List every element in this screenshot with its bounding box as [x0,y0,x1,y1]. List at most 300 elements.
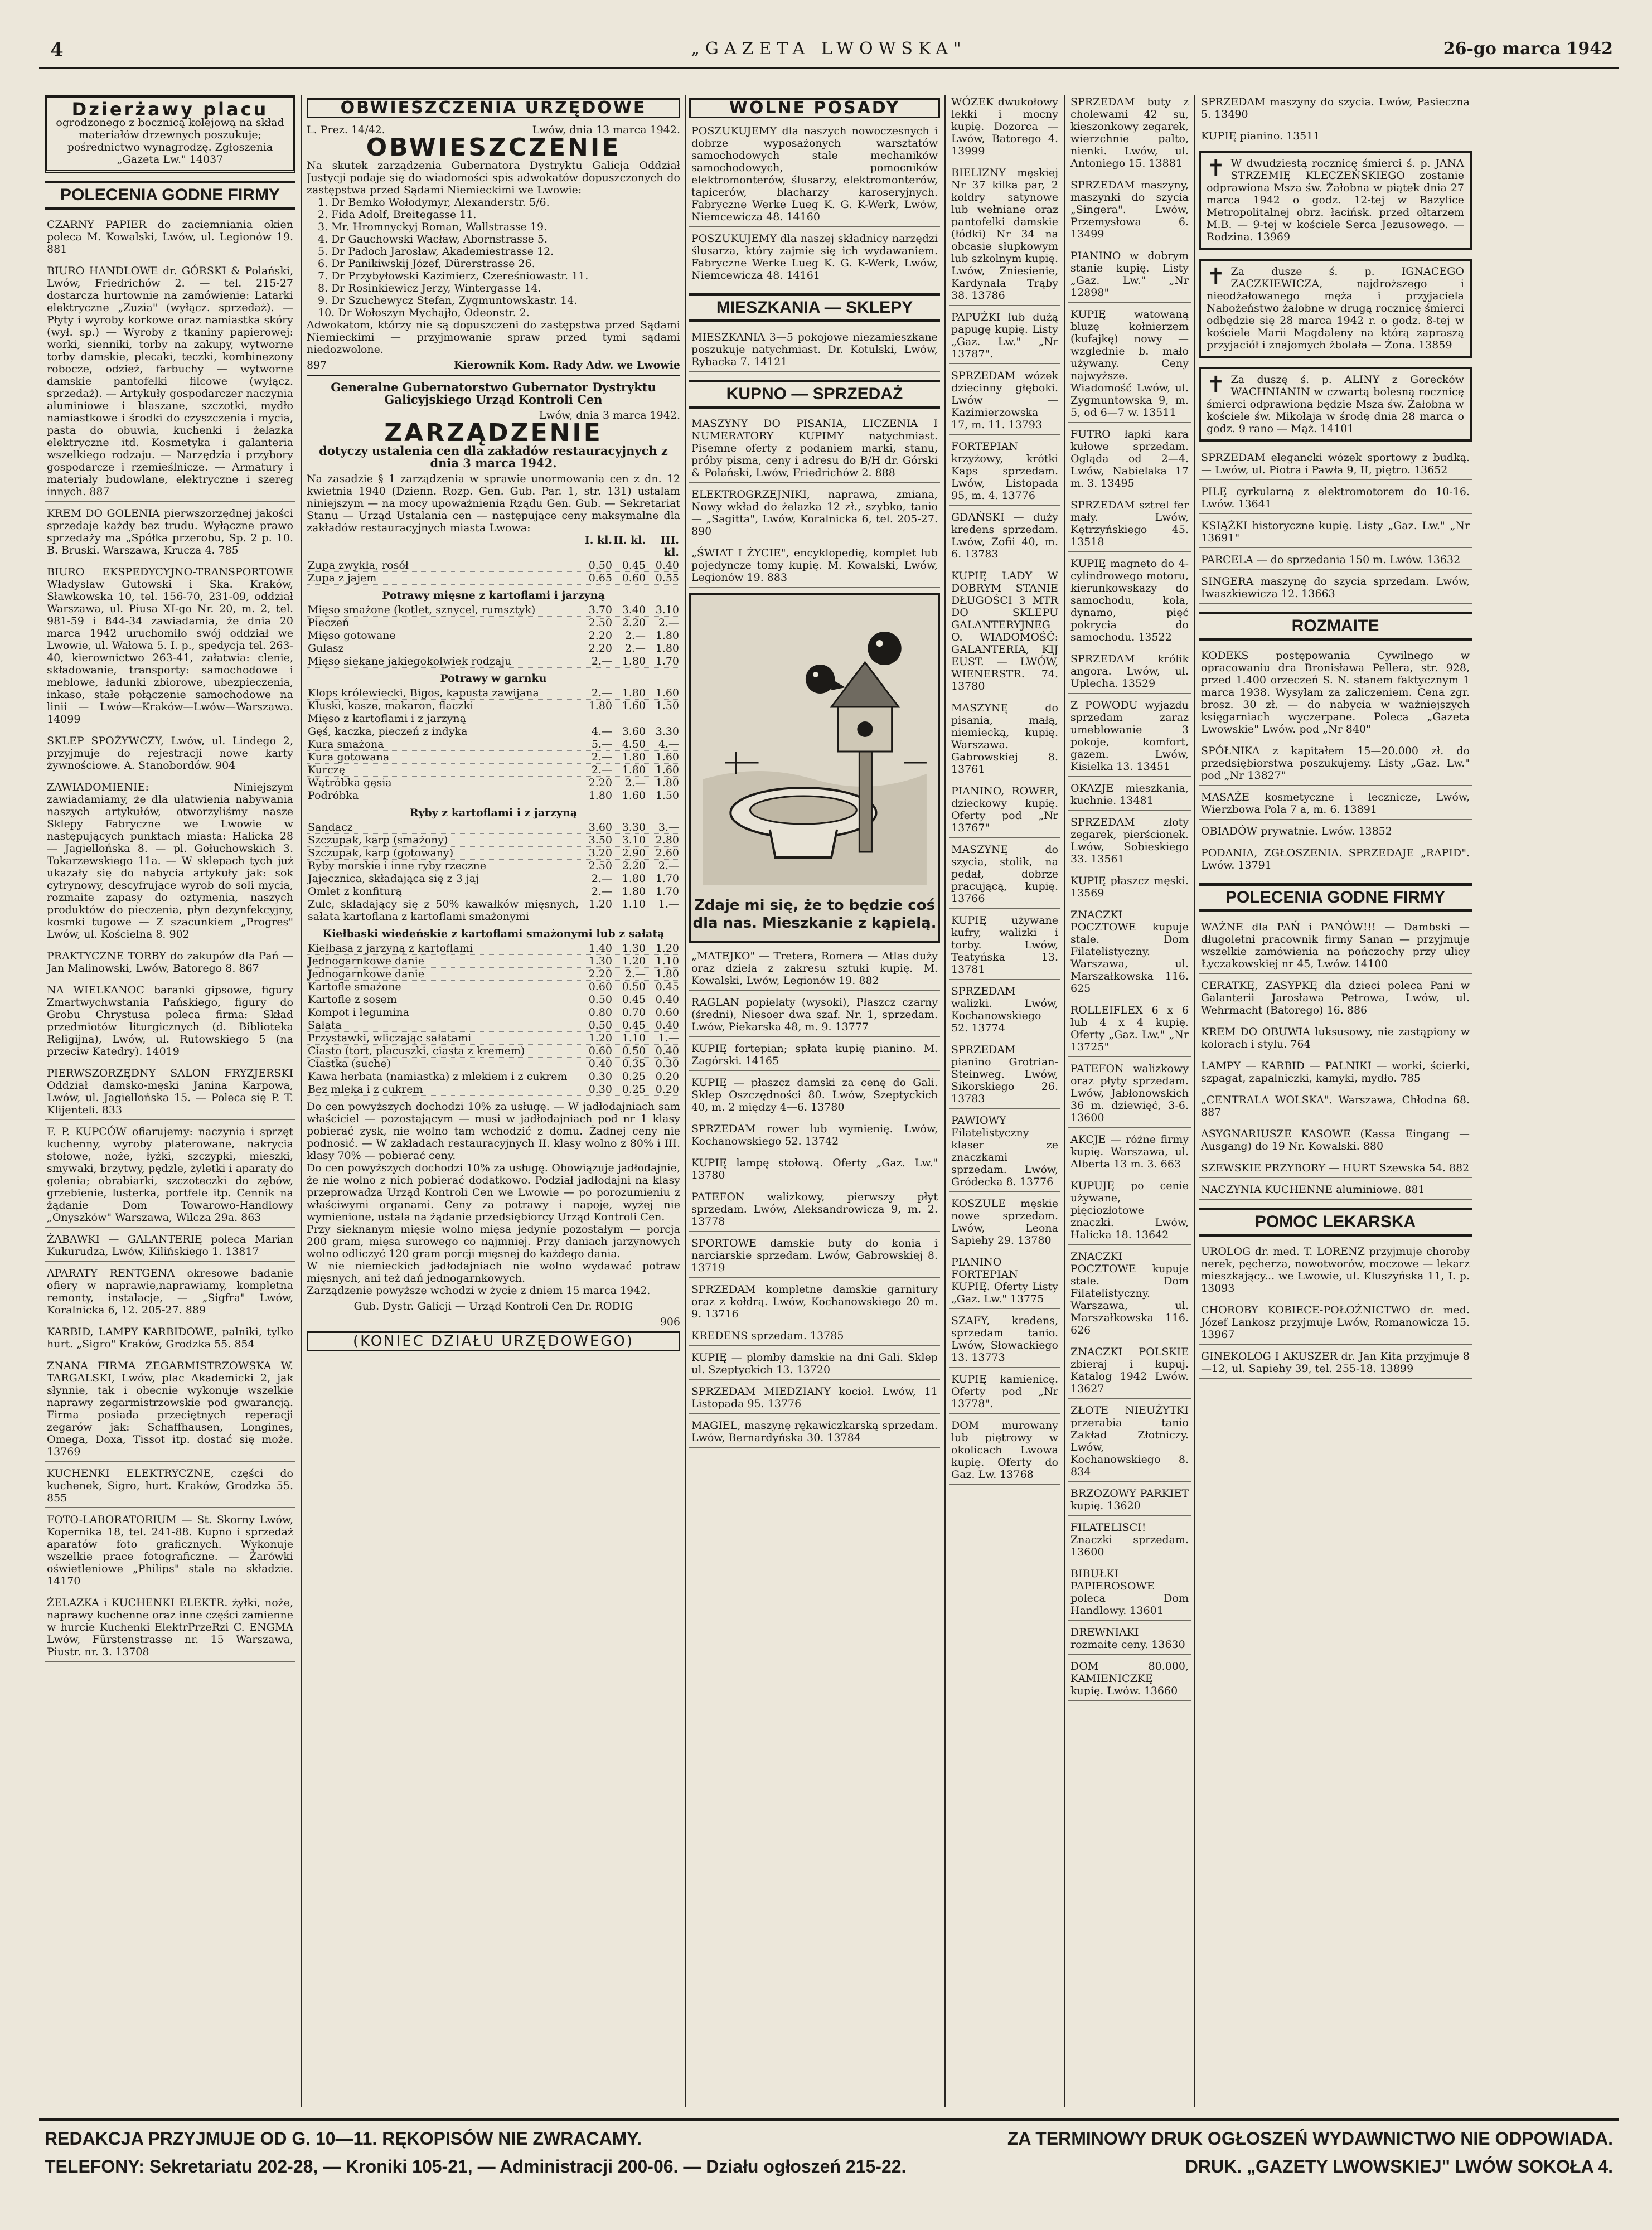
price-row [307,642,680,655]
classified-ad: CZARNY PAPIER do zaciemniania okien poleca M. Kowalski, Lwów, ul. Legionów 19. 881 [45,217,295,259]
classified-ad: BIURO EKSPEDYCYJNO-TRANSPORTOWE Władysław Gutowski i Ska. Kraków, Sławkowska 10, tel. 156-70, 231-09, oddział Warszawa, ul. Piusa XI-go Nr. 20, m. 2, tel. 981-59 i 844-34 zawiadamia, że dnia 20 marca 1942 uruchomiło swój oddział we Lwowie, ul. Wałowa 5. I. p., spedycja tel. 263-40, kierownictwo 263-41, załatwia: clenie, składowanie, transporty: samochodowe i meblowe, ładunki zbiorowe, ubezpieczenia, inkaso, stałe połączenie samochodowe na linii — Lwów—Kraków—Lwów—Warszawa. 14099 [45,565,295,729]
classified-ad: DREWNIAKI rozmaite ceny. 13630 [1068,1625,1191,1655]
classified-ad: ELEKTROGRZEJNIKI, naprawa, zmiana, Nowy wkład do żelazka 12 zł., szybko, tanio — „Sagitta", Lwów, Koralnicka 6, tel. 205-27. 890 [689,487,940,541]
classified-ad: MASZYNĘ do szycia, stolik, na pedał, dobrze pracującą, kupię. 13766 [949,842,1060,909]
dish-name: Wątróbka gęsia [308,777,392,789]
price-class-2: 1.10 [622,898,646,910]
price-row [307,1070,680,1083]
price-row [307,687,680,700]
dish-name: Omlet z konfiturą [308,885,402,898]
classified-ad: ROLLEIFLEX 6 x 6 lub 4 x 4 kupię. Oferty „Gaz. Lw." „Nr 13725" [1068,1003,1191,1057]
dish-name: Kurczę [308,764,345,776]
price-class-1: 1.30 [588,955,612,967]
classified-ad: F. P. KUPCÓW ofiarujemy: naczynia i sprzęt kuchenny, wyroby platerowane, nakrycia stołowe, noże, łyżki, szczypki, mieszki, smywaki, brzytwy, pędzle, żyletki i aparaty do golenia; obrabiarki, szczoteczki do zębów, grzebienie, lusterka, portfele itp. Cennik na żądanie Dom Towarowo-Handlowy „Onyszków" Warszawa, Wilcza 29a. 863 [45,1124,295,1228]
classified-ad: KUPIĘ watowaną bluzę kołnierzem (kufajkę) nowy — wzglednie b. mało używany. Ceny najwyższe. Wiadomość Lwów, ul. Zygmuntowska 9, m. 5, od 6—7 w. 13511 [1068,307,1191,423]
dish-name: Klops królewiecki, Bigos, kapusta zawijana [308,687,539,699]
classified-ad: KUCHENKI ELEKTRYCZNE, części do kuchenek, Sigro, hurt. Kraków, Grodzka 55. 855 [45,1466,295,1508]
price-class-1: 2.20 [588,777,612,789]
price-row [307,629,680,642]
medical-list [1199,1244,1472,1379]
page-footer [39,2118,1619,2216]
price-group-heading: Potrawy w garnku [440,672,547,685]
price-class-2: 1.80 [622,872,646,885]
dish-name: Przystawki, wliczając sałatami [308,1032,472,1044]
classified-list [45,217,295,1662]
classified-ad: PATEFON walizkowy oraz płyty sprzedam. Lwów, Jabłonowskich 36 m. dziewięć, 3-6. 13600 [1068,1061,1191,1128]
classified-ad: MASZYNĘ do pisania, małą, niemiecką, kupię. Warszawa. Gabrowskiej 8. 13761 [949,701,1060,779]
classified-ad: KUPIĘ magneto do 4-cylindrowego motoru, kierunkowskazy do samochodu, koła, dynamo, pięć pokrycia do samochodu. 13522 [1068,556,1191,647]
classified-ad: ZNANA FIRMA ZEGARMISTRZOWSKA W. TARGALSKI, Lwów, plac Akademicki 2, jak słynnie, tak i obecnie wykonuje wszelkie naprawy zegarmistrzowskie pod gwarancją. Firma posiada przeciętnych reperacji zegarów jak: Schaffhausen, Longines, Omega, Doxa, Tissot itp. dostać się może. 13769 [45,1359,295,1462]
classified-ad: CHOROBY KOBIECE-POŁOŻNICTWO dr. med. Józef Lankosz przyjmuje Lwów, Romanowicza 15. 13967 [1199,1303,1472,1345]
price-class-1: 0.65 [588,572,612,584]
price-row [307,1006,680,1019]
column-divider [1064,95,1065,2107]
lawyer-list [307,196,680,319]
obituary-text: Za duszę ś. p. ALINY z Gorecków WACHNIANIN w czwartą bolesną rocznicę śmierci odprawiona będzie Msza św. Żałobna w kościele św. Mikołaja w środę dnia 28 marca o godz. 9 rano — Mąż. 14101 [1207,374,1464,435]
classified-ad: GINEKOLOG I AKUSZER dr. Jan Kita przyjmuje 8—12, ul. Sapiehy 39, tel. 255-18. 13899 [1199,1349,1472,1379]
classified-ad: SINGERA maszynę do szycia sprzedam. Lwów, Iwaszkiewicza 12. 13663 [1199,574,1472,604]
price-table [307,559,680,1096]
price-row [307,993,680,1006]
classified-ad: FUTRO łapki kara kułowe sprzedam. Ogląda od 2—4. Lwów, Nabielaka 17 m. 3. 13495 [1068,427,1191,493]
price-row [307,604,680,617]
price-class-2: 0.60 [622,572,646,584]
classified-ad: POSZUKUJEMY dla naszych nowoczesnych i dobrze wyposażonych warsztatów samochodowych stale mechaników samochodowych, pomocników elektromonterów, ślusarzy, elektromonterów, tapicerów, blacharzy karoseryjnych. Fabryczne Werke Lueg K. G. K-Werk, Lwów, Niemcewicza 48. 14160 [689,124,940,227]
lawyer-entry: 9. Dr Szuchewycz Stefan, Zygmuntowskastr. 14. [318,294,578,307]
price-row [307,764,680,777]
lawyer-entry: 6. Dr Panikiwskij Józef, Dürerstrasse 26. [318,258,535,270]
column-divider [685,95,686,2107]
decree-subtitle: dotyczy ustalenia cen dla zakładów restauracyjnych z dnia 3 marca 1942. [319,444,668,470]
classified-ad: LAMPY — KARBID — PALNIKI — worki, ścierki, szpagat, zapalniczki, kamyki, mydło. 785 [1199,1059,1472,1088]
classified-ad: MASZYNY DO PISANIA, LICZENIA I NUMERATORY KUPIMY natychmiast. Pisemne oferty z podaniem marki, stanu, próby pisma, ceny i adresu do B/H dr. Górski & Polański, Lwów, Friedrichów 2. 888 [689,416,940,483]
illustration-birds-bath [689,593,940,943]
price-class-3: 4.— [658,738,679,750]
dish-name: Gulasz [308,642,344,655]
classified-ad: RAGLAN popielaty (wysoki), Płaszcz czarny (średni), Niesoer dwa szaf. Nr. 1, sprzedam. Lwów, Piekarska 48, m. 9. 13777 [689,995,940,1037]
classified-ad: MAGIEL, maszynę rękawiczkarską sprzedam. Lwów, Bernardyńska 30. 13784 [689,1418,940,1448]
price-class-2: 0.50 [622,1045,646,1057]
housing-list [689,330,940,372]
cross-icon: ✝ [1207,264,1225,289]
price-class-1: 0.60 [588,981,612,993]
dish-name: Kura smażona [308,738,384,750]
classified-ad: SPRZEDAM MIEDZIANY kocioł. Lwów, 11 Listopada 95. 13776 [689,1384,940,1414]
classified-ad: PIANINO FORTEPIAN KUPIĘ. Oferty Listy „Gaz. Lw." 13775 [949,1255,1060,1309]
decree-paragraph: Do cen powyższych dochodzi 10% za usługę. — W jadłodajniach sam właściciel — pozostającym — musi w jadłodajniach pod nr 1 klasy pobierać zysk, nie wolno tam wchodzić z domu. Żadnej ceny nie podnosić. — W zakładach restauracyjnych II. klasy wolno z 80% i III. klasy 70% — pobierać ceny. [307,1101,680,1162]
classified-ad: FOTO-LABORATORIUM — St. Skorny Lwów, Kopernika 18, tel. 241-88. Kupno i sprzedaż aparatów foto graficznych. Wykonuje wszelkie prace fotograficzne. — Żarówki oświetleniowe „Philips" stale na składzie. 14170 [45,1512,295,1591]
decree-authority: Generalne Gubernatorstwo Gubernator Dystryktu Galicyjskiego Urząd Kontroli Cen [331,380,656,406]
price-class-1: 2.20 [588,629,612,642]
price-class-3: 1.70 [655,872,679,885]
price-class-1: 2.— [591,687,612,699]
classified-ad: SPÓŁNIKA z kapitałem 15—20.000 zł. do przedsiębiorstwa poszukujemy. Listy „Gaz. Lw." pod „Nr 13827" [1199,744,1472,786]
price-class-3: 1.80 [655,777,679,789]
classified-ad: PRAKTYCZNE TORBY do zakupów dla Pań — Jan Malinowski, Lwów, Batorego 8. 867 [45,949,295,978]
dish-name: Jednogarnkowe danie [308,955,425,967]
price-class-3: 1.50 [655,789,679,802]
price-class-2: 2.— [624,629,646,642]
dish-name: Kartofle z sosem [308,993,397,1006]
lawyer-entry: 5. Dr Padoch Jarosław, Akademiestrasse 12. [318,245,554,258]
classified-ad: PODANIA, ZGŁOSZENIA. SPRZEDAJE „RAPID". Lwów. 13791 [1199,846,1472,875]
price-row [307,1032,680,1045]
price-class-1: 3.20 [588,847,612,859]
price-class-3: 1.— [658,898,679,910]
classified-ad: ASYGNARIUSZE KASOWE (Kassa Eingang — Ausgang) do 19 Nr. Kowalski. 880 [1199,1127,1472,1156]
classified-ad: OKAZJE mieszkania, kuchnie. 13481 [1068,781,1191,811]
price-class-1: 2.50 [588,860,612,872]
dish-name: Kiełbasa z jarzyną z kartoflami [308,942,473,954]
price-class-1: 3.70 [588,604,612,616]
price-class-3: 1.50 [655,700,679,712]
column-divider [944,95,946,2107]
section-heading-housing: MIESZKANIA — SKLEPY [689,293,940,322]
price-class-1: 0.50 [588,1019,612,1031]
price-class-1: 1.20 [588,898,612,910]
price-row [307,777,680,789]
classified-ad: SPRZEDAM królik angora. Lwów, ul. Uplecha. 13529 [1068,652,1191,694]
classified-ad: KREM DO GOLENIA pierwszorzędnej jakości sprzedaje każdy bez trudu. Wyłączne prawo sprzedaży ma „Spółka przerobu, Sp. 2 p. 10. B. Bruski. Warszawa, Krucza 4. 785 [45,506,295,560]
classified-ad: BIURO HANDLOWE dr. GÓRSKI & Polański, Lwów, Friedrichów 2. — tel. 215-27 dostarcza hurtownie na zamówienie: Latarki elektryczne „Zuzia" (wyłącz. sprzedaż). — Płyty i wyroby korkowe oraz namiastka skóry (wył. sp.) — Wyroby z tkaniny papierowej: worki, sienniki, torby na zakupy, wytworne torby damskie, plecaki, teczki, kombinezony robocze, odzież, farbuchy — wytworne damskie pantofelki filcowe (wyłącz. sprzedaż). — Artykuły gospodarczer naczynia aluminiowe i blaszane, szczotki, mydło namiastkowe i środki do czyszczenia i mycia, pasta do obuwia, kuchenki i żelazka elektryczne itd. Kosmetyka i galanteria wszelkiego rodzaju. — Narzędzia i przybory gospodarcze i rzemieślnicze. — Armatury i materiały budowlane, elektryczne i szereg innych. 887 [45,264,295,502]
dish-name: Kompot i legumina [308,1006,409,1019]
price-row [307,872,680,885]
section-heading-misc: ROZMAITE [1199,612,1472,641]
price-class-2: 4.50 [622,738,646,750]
price-group-heading: Ryby z kartoflami i z jarzyną [409,807,578,819]
price-class-1: 0.50 [588,559,612,571]
price-class-3: 3.30 [655,725,679,738]
price-class-1: 2.— [591,872,612,885]
lawyer-entry: 2. Fida Adolf, Breitegasse 11. [318,209,477,221]
lawyer-entry: 1. Dr Bemko Wołodymyr, Alexanderstr. 5/6. [318,196,550,209]
classified-ad: WAŻNE dla PAŃ i PANÓW!!! — Dambski — długoletni pracownik firmy Sanan — przyjmuje wszelkie zamówienia na pończochy przy ulicy Łyczakowskiej nr 45, Lwów. 14100 [1199,920,1472,974]
price-class-1: 0.30 [588,1070,612,1083]
price-class-2: 2.20 [622,617,646,629]
lease-ad [45,95,295,173]
price-row [307,559,680,572]
price-class-1: 0.40 [588,1058,612,1070]
dish-name: Kawa herbata (namiastka) z mlekiem i z cukrem [308,1070,568,1083]
price-class-2: 0.25 [622,1070,646,1083]
decree-paragraph: Na zasadzie § 1 zarządzenia w sprawie unormowania cen z dn. 12 kwietnia 1940 (Dzienn. Rozp. Gen. Gub. Par. 1, str. 131) ustalam niniejszym — na mocy upoważnienia Rządu Gen. Gub. — Sekretariat Stanu — Urząd Ustalania cen — następujące ceny maksymalne dla zakładów restauracyjnych miasta Lwowa: [307,473,680,534]
price-class-2: 2.90 [622,847,646,859]
price-class-2: 0.45 [622,1019,646,1031]
price-row [307,885,680,898]
dish-name: Zupa z jajem [308,572,377,584]
dish-name: Pieczeń [308,617,350,629]
price-class-2: 2.20 [622,860,646,872]
decree-title: ZARZĄDZENIE [384,419,603,447]
buy-sell-list [689,416,940,588]
dish-name: Kartofle smażone [308,981,401,993]
decree-paragraph: Do cen powyższych dochodzi 10% za usługę. Obowiązuje jadłodajnie, że nie wolno z nich pobierać dodatkowo. Podział jadłodajni na klasy przeprowadza Urząd Kontroli Cen we Lwowie — po porozumieniu z właściwymi organami. Ceny za potrawy i napoje, wyżej nie wymienione, ustala na żądanie przedsiębiorcy Urząd Kontroli Cen. [307,1162,680,1223]
classified-ad: BIELIZNY męskiej Nr 37 kilka par, 2 koldry satynowe lub wełniane oraz pantofelki damskie (łódki) Nr 34 na obcasie słupkowym lub szkolnym kupię. Lwów, Zniesienie, Kardynała Trąby 38. 13786 [949,166,1060,306]
classified-ad: KUPIĘ LADY W DOBRYM STANIE DŁUGOŚCI 3 MTR DO SKLEPU GALANTERYJNEGO. WIADOMOŚĆ: GALANTERIA, KIJ EUST. — LWÓW, WIENERSTR. 74. 13780 [949,569,1060,696]
column-1 [45,95,295,2107]
classified-ad: SPRZEDAM wózek dziecinny głęboki. Lwów — Kazimierzowska 17, m. 11. 13793 [949,369,1060,435]
notice-outro: Adwokatom, którzy nie są dopuszczeni do zastępstwa przed Sądami Niemieckimi — przyjmowanie spraw przed tymi sądami niedozwolone. [307,319,680,356]
price-class-3: 1.80 [655,968,679,980]
classified-ad: CERATKĘ, ZASYPKĘ dla dzieci poleca Pani w Galanterii Jarosława Petrowa, Lwów, ul. Wehrmacht (Batorego) 16. 886 [1199,978,1472,1020]
price-group-heading: Kiełbaski wiedeńskie z kartoflami smażonymi lub z sałatą [322,928,665,940]
price-class-2: 1.60 [622,700,646,712]
classified-ad: BIBUŁKI PAPIEROSOWE poleca Dom Handlowy. 13601 [1068,1567,1191,1621]
classified-ad: OBIADÓW prywatnie. Lwów. 13852 [1199,824,1472,841]
price-class-3: 3.10 [655,604,679,616]
price-class-1: 0.80 [588,1006,612,1019]
column-3 [689,95,940,2107]
price-row [307,968,680,981]
price-class-2: 3.60 [622,725,646,738]
footer-editorial-note: REDAKCJA PRZYJMUJE OD G. 10—11. RĘKOPISÓW NIE ZWRACAMY. [45,2129,642,2149]
obituary-wachnianin [1199,367,1472,442]
firms-list [1199,920,1472,1200]
price-class-2: 1.60 [622,789,646,802]
classified-ad: NACZYNIA KUCHENNE aluminiowe. 881 [1199,1182,1472,1200]
price-row [307,572,680,585]
classified-ad: SZAFY, kredens, sprzedam tanio. Lwów, Słowackiego 13. 13773 [949,1313,1060,1368]
dish-name: Sałata [308,1019,342,1031]
lawyer-entry: 10. Dr Wołoszyn Mychajło, Odeonstr. 2. [318,307,530,319]
dish-name: Gęś, kaczka, pieczeń z indyka [308,725,468,738]
dish-name: Jednogarnkowe danie [308,968,425,980]
classified-ad: NA WIELKANOC baranki gipsowe, figury Zmartwychwstania Pańskiego, figury do Grobu Chrystusa poleca firma: Skład przedmiotów liturgicznych (d. Biblioteka Religijna), Lwów, ul. Rutowskiego 5 (na przeciw Katedry). 14019 [45,983,295,1061]
price-class-3: 1.10 [655,955,679,967]
column-divider [301,95,302,2107]
price-class-3: 1.80 [655,629,679,642]
dish-name: Ryby morskie i inne ryby rzeczne [308,860,486,872]
price-row [307,751,680,764]
price-row [307,789,680,802]
price-class-2: 1.80 [622,655,646,667]
price-row [307,700,680,712]
classified-list [1199,95,1472,146]
decree-number: 906 [660,1316,680,1328]
price-class-1: 2.50 [588,617,612,629]
obituary-text: Za dusze ś. p. IGNACEGO ZACZKIEWICZA, najdroższego i nieodżałowanego męża i przyjaciela Nabożeństwo żałobne w drugą rocznicę śmierci odbędzie się 28 marca 1942 r. o godz. 8-tej w kościele Marii Magdaleny na którą zapraszą przyjaciół i znajomych żbolała — Żona. 13859 [1207,265,1464,351]
classified-ad: SZEWSKIE PRZYBORY — HURT Szewska 54. 882 [1199,1161,1472,1178]
classified-ad: POSZUKUJEMY dla naszej składnicy narzędzi ślusarza, który zajmie się ich wydawaniem. Fabryczne Werke Lueg K. G. K-Werk, Lwów, Niemcewicza 48. 14161 [689,231,940,285]
classified-ad: AKCJE — różne firmy kupię. Warszawa, ul. Alberta 13 m. 3. 663 [1068,1132,1191,1174]
illustration-caption: Zdaje mi się, że to będzie coś dla nas. Mieszkanie z kąpielą. [692,897,937,932]
bird-house-drawing [691,595,938,941]
price-class-3: 0.55 [655,572,679,584]
dish-name: Ciastka (suche) [308,1058,391,1070]
price-row [307,847,680,860]
price-class-1: 2.20 [588,968,612,980]
misc-list [1199,648,1472,875]
price-row [307,617,680,629]
dish-name: Kura gotowana [308,751,390,763]
price-class-1: 1.80 [588,789,612,802]
classified-ad: PATEFON walizkowy, pierwszy płyt sprzedam. Lwów, Aleksandrowicza 9, m. 2. 13778 [689,1190,940,1232]
price-class-2: 1.80 [622,885,646,898]
price-header-class-2: II. kl. [613,534,646,546]
classified-ad: KUPIĘ używane kufry, walizki i torby. Lwów, Teatyńska 13. 13781 [949,913,1060,980]
price-header-class-3: III. kl. [660,534,679,559]
classified-ad: PARCELA — do sprzedania 150 m. Lwów. 13632 [1199,552,1472,570]
dish-name: Ciasto (tort, placuszki, ciasta z kremem) [308,1045,525,1057]
price-class-1: 0.60 [588,1045,612,1057]
dish-name: Podróbka [308,789,359,802]
price-class-1: 2.20 [588,642,612,655]
classified-ad: PAPUŻKI lub dużą papugę kupię. Listy „Gaz. Lw." „Nr 13787". [949,310,1060,364]
price-header-class-1: I. kl. [584,534,612,546]
classified-ad: DOM 80.000, KAMIENICZKĘ kupię. Lwów. 13660 [1068,1659,1191,1701]
price-class-2: 1.10 [622,1032,646,1044]
decree-paragraph: W nie niemieckich jadłodajniach nie wolno wydawać potraw mięsnych, ani też dań jednogarnkowych. [307,1260,680,1284]
price-class-3: 0.40 [655,1019,679,1031]
classified-ad: KUPIĘ fortepian; spłata kupię pianino. M. Zagórski. 14165 [689,1041,940,1071]
classified-ad: „MATEJKO" — Tretera, Romera — Atlas duży oraz dzieła z zakresu sztuki kupię. M. Kowalski, Lwów, Legionów 19. 882 [689,949,940,991]
classified-ad: BRZOZOWY PARKIET kupię. 13620 [1068,1486,1191,1516]
section-heading-official: OBWIESZCZENIA URZĘDOWE [307,98,680,118]
column-6 [1199,95,1472,2107]
price-class-1: 5.— [591,738,612,750]
price-row [307,981,680,993]
price-class-3: 0.40 [655,993,679,1006]
dish-name: Mięso z kartoflami i z jarzyną [308,712,466,725]
dish-name: Mięso smażone (kotlet, sznycel, rumsztyk) [308,604,536,616]
price-class-3: 1.80 [655,642,679,655]
price-class-2: 2.— [624,968,646,980]
price-class-3: 1.70 [655,885,679,898]
price-class-1: 2.— [591,751,612,763]
price-class-1: 1.80 [588,700,612,712]
price-class-1: 2.— [591,885,612,898]
classified-ad: ŻABAWKI — GALANTERIĘ poleca Marian Kukurudza, Lwów, Kilińskiego 1. 13817 [45,1232,295,1262]
price-class-2: 0.25 [622,1083,646,1095]
classified-ad: KREDENS sprzedam. 13785 [689,1329,940,1346]
price-class-2: 2.— [624,777,646,789]
classified-ad: KUPIĘ płaszcz męski. 13569 [1068,874,1191,903]
classified-ad: ZNACZKI POCZTOWE kupuje stale. Dom Filatelistyczny. Warszawa, ul. Marszałkowska 116. 626 [1068,1249,1191,1340]
price-class-2: 0.35 [622,1058,646,1070]
dish-name: Mięso siekane jakiegokolwiek rodzaju [308,655,512,667]
classified-ad: MIESZKANIA 3—5 pokojowe niezamieszkane poszukuje natychmiast. Dr. Kotulski, Lwów, Rybacka 7. 14121 [689,330,940,372]
lawyer-entry: 8. Dr Rosinkiewicz Jerzy, Wintergasse 14. [318,282,541,294]
section-heading-buy-sell: KUPNO — SPRZEDAŻ [689,380,940,409]
notice-intro: Na skutek zarządzenia Gubernatora Dystryktu Galicja Oddział Justycji podaje się do wiadomości spis adwokatów dopuszczonych do zastępstwa przed Sądami Niemieckimi we Lwowie: [307,159,680,196]
classified-ad: KUPIĘ kamienicę. Oferty pod „Nr 13778". [949,1372,1060,1414]
classified-ad: GDAŃSKI — duży kredens sprzedam. Lwów, Zofii 40, m. 6. 13783 [949,510,1060,564]
price-class-3: 0.30 [655,1058,679,1070]
classified-ad: SKLEP SPOŻYWCZY, Lwów, ul. Lindego 2, przyjmuje do rejestracji nowe karty żywnościowe. A. Stanobordów. 904 [45,734,295,775]
price-row [307,1058,680,1070]
page-number: 4 [50,39,64,61]
price-row [307,712,680,725]
classified-ad: ZNACZKI POCZTOWE kupuje stale. Dom Filatelistyczny. Warszawa, ul. Marszałkowska 116. 625 [1068,908,1191,998]
column-4 [949,95,1060,2107]
classified-ad: ŻELAZKA i KUCHENKI ELEKTR. żyłki, noże, naprawy kuchenne oraz inne części zamienne w hurcie Kuchenki ElektrPrzeRzi C. ENGMA Lwów, Fürstenstrasse nr. 15 Warszawa, Piustr. nr. 3. 13708 [45,1596,295,1662]
classified-ad: PIANINO, ROWER, dzieckowy kupię. Oferty pod „Nr 13767" [949,784,1060,838]
classified-ad: KOSZULE męskie nowe sprzedam. Lwów, Leona Sapiehy 29. 13780 [949,1196,1060,1250]
dish-name: Sandacz [308,821,353,833]
lawyer-entry: 7. Dr Przybyłowski Kazimierz, Czereśniowastr. 11. [318,270,589,282]
classified-ad: ZAWIADOMIENIE: Niniejszym zawiadamiamy, że dla ułatwienia nabywania naszych artykułów, otworzyliśmy nasze Sklepy Fabryczne we Lwowie w następujących punktach miasta: Halicka 28 — Jagiellońska 8. — pl. Gołuchowskich 3. Tokarzewskiego 11a. — W sklepach tych już ukazały się do nabycia artykuły jak: sok cytrynowy, descyfrujące wyrob do soli mycia, rozmaite zapasy do oztymenia, naszych produktów do pieczenia, płyn dezynfekcyjny, kosmki tugowe — Z szacunkiem „Progres" Lwów, ul. Kościelna 8. 902 [45,780,295,944]
notice-number: 897 [307,359,327,371]
classified-ad: PIERWSZORZĘDNY SALON FRYZJERSKI Oddział damsko-męski Janina Karpowa, Lwów, ul. Jagiellońska 15. — Poleca się P. T. Klijenteli. 833 [45,1066,295,1120]
column-5 [1068,95,1191,2107]
classified-ad: KUPIĘ — płaszcz damski za cenę do Gali. Sklep Oszczędności 80. Lwów, Szeptyckich 40, m. 2 między 4—6. 13780 [689,1075,940,1117]
classified-ad: PILĘ cyrkularną z elektromotorem do 10-16. Lwów. 13641 [1199,484,1472,514]
dish-name: Kluski, kasze, makaron, flaczki [308,700,474,712]
decree-signature: Gub. Dystr. Galicji — Urząd Kontroli Cen Dr. RODIG [353,1300,633,1312]
price-class-2: 1.30 [622,942,646,954]
price-row [307,738,680,751]
price-class-3: 1.60 [655,687,679,699]
obituary-zaczkiewicz [1199,259,1472,358]
price-class-2 [612,712,646,725]
price-row [307,821,680,834]
price-class-3: 1.— [658,1032,679,1044]
decree-place-date: Lwów, dnia 3 marca 1942. [539,409,680,421]
price-class-2: 3.10 [622,834,646,846]
price-row [307,1083,680,1096]
classified-ad: WÓZEK dwukołowy lekki i mocny kupię. Dozorca — Lwów, Batorego 4. 13999 [949,95,1060,161]
price-class-3: 1.70 [655,655,679,667]
notice-title: OBWIESZCZENIE [366,133,621,162]
price-class-3: 3.— [658,821,679,833]
section-heading-medical: POMOC LEKARSKA [1199,1208,1472,1237]
classified-ad: SPRZEDAM pianino Grotrian-Steinweg. Lwów, Sikorskiego 26. 13783 [949,1043,1060,1109]
price-class-3: 2.— [658,617,679,629]
classified-ad: KREM DO OBUWIA luksusowy, nie zastąpiony w kolorach i stylu. 764 [1199,1025,1472,1054]
classified-ad: „ŚWIAT I ŻYCIE", encyklopedię, komplet lub pojedyncze tomy kupię. M. Kowalski, Lwów, Legionów 19. 883 [689,546,940,588]
lease-ad-text: ogrodzonego z bocznicą kolejową na skład materiałów drzewnych poszukuje; pośrednictwo wynagrodzę. Zgłoszenia „Gazeta Lw." 14037 [56,117,284,166]
decree-paragraph: Zarządzenie powyższe wchodzi w życie z dniem 15 marca 1942. [307,1284,651,1297]
classified-ad: KUPUJĘ po cenie używane, pięciozłotowe znaczki. Lwów, Halicka 18. 13642 [1068,1179,1191,1245]
dish-name: Szczupak, karp (gotowany) [308,847,454,859]
price-class-3: 0.40 [655,1045,679,1057]
classified-ad: DOM murowany lub piętrowy w okolicach Lwowa kupię. Oferty do Gaz. Lw. 13768 [949,1418,1060,1485]
price-class-3: 0.60 [655,1006,679,1019]
classified-ad: SPRZEDAM walizki. Lwów, Kochanowskiego 52. 13774 [949,984,1060,1038]
price-row [307,860,680,872]
price-class-3: 2.— [658,860,679,872]
classified-ad: KUPIĘ lampę stołową. Oferty „Gaz. Lw." 13780 [689,1156,940,1185]
classified-ad: SPRZEDAM sztrel fer mały. Lwów, Kętrzyńskiego 45. 13518 [1068,498,1191,552]
classified-ad: PAWIOWY Filatelistyczny klaser ze znaczkami sprzedam. Lwów, Gródecka 8. 13776 [949,1113,1060,1192]
classified-ad: SPRZEDAM buty z cholewami 42 su, kieszonkowy zegarek, wierzchnie palto, nienki. Lwów, ul. Antoniego 15. 13881 [1068,95,1191,173]
cross-icon: ✝ [1207,372,1225,397]
dish-name: Bez mleka i z cukrem [308,1083,423,1095]
price-class-3: 0.45 [655,981,679,993]
classified-ad: FORTEPIAN krzyżowy, krótki Kaps sprzedam. Lwów, Listopada 95, m. 4. 13776 [949,439,1060,506]
price-class-3: 0.40 [655,559,679,571]
column-divider [1194,95,1195,2107]
classified-ad: KARBID, LAMPY KARBIDOWE, palniki, tylko hurt. „Sigro" Kraków, Grodzka 55. 854 [45,1325,295,1354]
notice-place-date: Lwów, dnia 13 marca 1942. [532,124,680,136]
price-class-1: 1.40 [588,942,612,954]
classified-ad: KUPIĘ — plomby damskie na dni Gali. Sklep ul. Szeptyckich 13. 13720 [689,1350,940,1380]
price-class-1: 2.— [591,764,612,776]
issue-date: 26-go marca 1942 [1443,39,1613,59]
end-of-official-section: (KONIEC DZIAŁU URZĘDOWEGO) [307,1331,680,1351]
price-class-1: 3.50 [588,834,612,846]
newspaper-title: „GAZETA LWOWSKA" [691,39,967,59]
price-class-1: 0.50 [588,993,612,1006]
classified-ad: SPORTOWE damskie buty do konia i narciarskie sprzedam. Lwów, Gabrowskiej 8. 13719 [689,1236,940,1278]
price-row [307,1045,680,1058]
price-row [307,725,680,738]
lease-ad-title: Dzierżawy placu [71,99,269,120]
decree-paragraph: Przy sieknanym mięsie wolno mięsa jedynie pozostałym — porcja 200 gram, mięsa surowego co najmniej. Przy daniach jarzynowych wolno odliczyć 120 gram porcji mięsnej do każdego dania. [307,1223,680,1260]
price-row [307,898,680,923]
classified-ad: FILATELISCI! Znaczki sprzedam. 13600 [1068,1520,1191,1562]
classified-list [1199,450,1472,604]
